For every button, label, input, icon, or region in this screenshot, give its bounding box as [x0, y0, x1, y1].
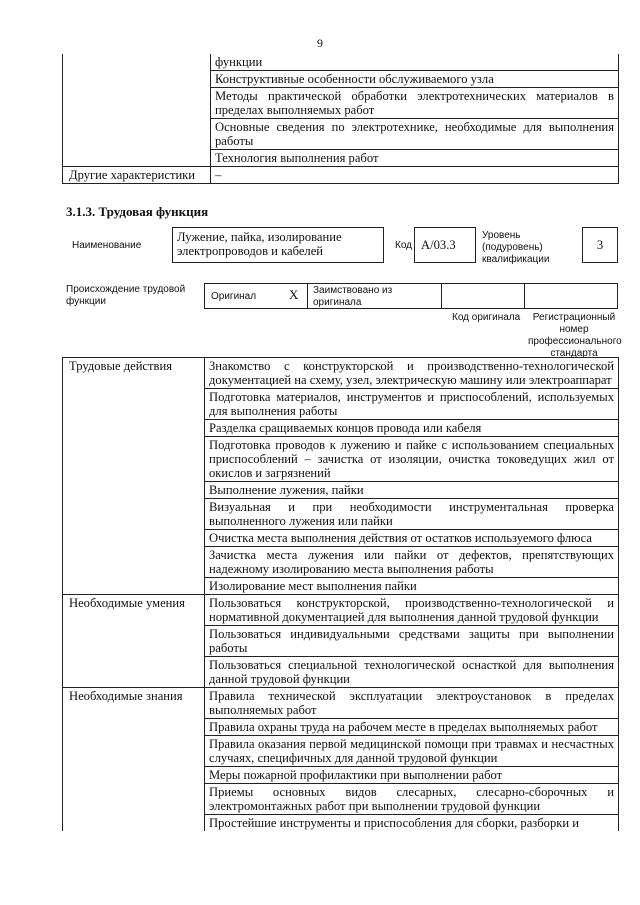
- table-row: Пользоваться индивидуальными средствами защиты при выполнении работы: [205, 626, 619, 657]
- origin-box: [204, 283, 618, 309]
- table-row: Изолирование мест выполнения пайки: [205, 578, 619, 595]
- code-original-label: Код оригинала: [452, 312, 521, 323]
- table-row: Методы практической обработки электротехнических материалов в пределах выполняемых работ: [211, 88, 619, 119]
- page-number: 9: [317, 36, 323, 50]
- original-mark: X: [289, 287, 299, 302]
- table-row: Подготовка проводов к лужению и пайке с использованием специальных приспособлений – зачистка от изоляции, очистка токоведущих жил от окислов и загрязнений: [205, 437, 619, 482]
- code-value: A/03.3: [414, 227, 476, 263]
- table-row: функции: [211, 54, 619, 71]
- table-row: Правила технической эксплуатации электроустановок в пределах выполняемых работ: [205, 688, 619, 719]
- section-title: 3.1.3. Трудовая функция: [66, 204, 209, 219]
- divider: [524, 284, 525, 308]
- other-characteristics-value: –: [211, 167, 619, 184]
- table-row: Выполнение лужения, пайки: [205, 482, 619, 499]
- table-row: Конструктивные особенности обслуживаемого узла: [211, 71, 619, 88]
- functions-table: [62, 357, 619, 831]
- table-row: Знакомство с конструкторской и производственно-технологической документацией на схему, узел, электрическую машину или электроаппарат: [205, 358, 619, 389]
- level-label: Уровень (подуровень) квалификации: [482, 230, 550, 265]
- table-row: Пользоваться конструкторской, производственно-технологической и нормативной документацией для выполнения данной трудовой функции: [205, 595, 619, 626]
- table-row: Правила оказания первой медицинской помощи при травмах и несчастных случаях, специфичных для данной трудовой функции: [205, 736, 619, 767]
- level-value: 3: [582, 227, 618, 263]
- group-header-actions: Трудовые действия: [63, 358, 205, 595]
- table-row: Простейшие инструменты и приспособления для сборки, разборки и: [205, 815, 619, 832]
- table-row: Разделка сращиваемых концов провода или кабеля: [205, 420, 619, 437]
- divider: [307, 284, 308, 308]
- other-characteristics-label: Другие характеристики: [63, 167, 211, 184]
- name-label: Наименование: [72, 240, 142, 251]
- top-table-left-cell: [63, 54, 211, 167]
- borrowed-label: Заимствовано из оригинала: [313, 285, 393, 308]
- table-row: Зачистка места лужения или пайки от дефектов, препятствующих надежному изолированию места выполнения работы: [205, 547, 619, 578]
- table-row: Технология выполнения работ: [211, 150, 619, 167]
- top-table: [62, 54, 619, 184]
- group-header-knowledge: Необходимые знания: [63, 688, 205, 832]
- divider: [441, 284, 442, 308]
- table-row: Основные сведения по электротехнике, необходимые для выполнения работы: [211, 119, 619, 150]
- table-row: Очистка места выполнения действия от остатков используемого флюса: [205, 530, 619, 547]
- table-row: Приемы основных видов слесарных, слесарно-сборочных и электромонтажных работ при выполнении трудовой функции: [205, 784, 619, 815]
- reg-number-label: Регистрационный номер профессионального стандарта: [528, 312, 622, 359]
- table-row: Правила охраны труда на рабочем месте в пределах выполняемых работ: [205, 719, 619, 736]
- group-header-skills: Необходимые умения: [63, 595, 205, 688]
- name-value: Лужение, пайка, изолирование электропроводов и кабелей: [172, 227, 384, 263]
- table-row: Пользоваться специальной технологической оснасткой для выполнения данной трудовой функции: [205, 657, 619, 688]
- code-label: Код: [395, 240, 413, 251]
- original-label: Оригинал: [211, 291, 257, 302]
- table-row: Визуальная и при необходимости инструментальная проверка выполненного лужения или пайки: [205, 499, 619, 530]
- origin-label: Происхождение трудовой функции: [66, 284, 186, 307]
- table-row: Подготовка материалов, инструментов и приспособлений, используемых для выполнения работы: [205, 389, 619, 420]
- table-row: Меры пожарной профилактики при выполнении работ: [205, 767, 619, 784]
